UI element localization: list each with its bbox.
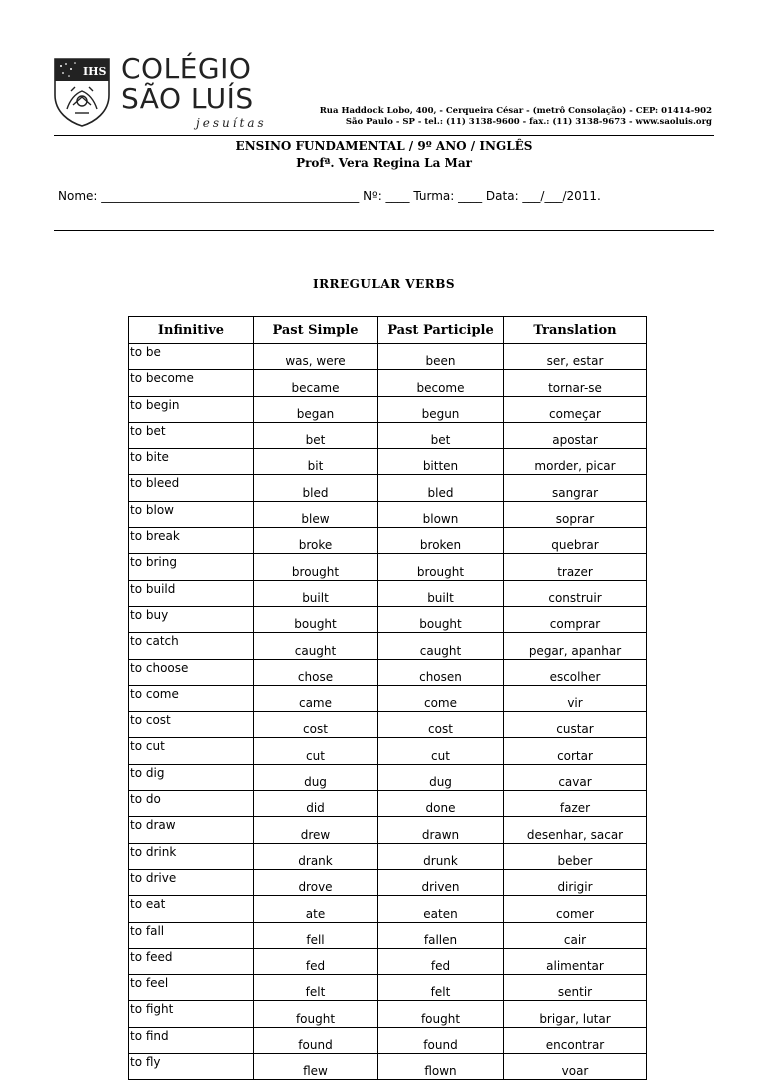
cell-past-participle: broken	[378, 528, 504, 554]
student-info-line: Nome: ___________________________________________ Nº: ____ Turma: ____ Data: ___/___/2011.	[58, 189, 601, 203]
cell-past-participle: drunk	[378, 843, 504, 869]
cell-past-participle: fed	[378, 948, 504, 974]
cell-translation: dirigir	[504, 869, 647, 895]
cell-past-simple: caught	[254, 633, 378, 659]
cell-past-participle: felt	[378, 975, 504, 1001]
cell-past-simple: cost	[254, 712, 378, 738]
school-crest-logo	[53, 57, 111, 127]
cell-past-simple: ate	[254, 896, 378, 922]
form-divider	[54, 230, 714, 231]
cell-infinitive: to break	[129, 528, 254, 554]
column-header-past-participle: Past Participle	[378, 317, 504, 344]
cell-past-participle: begun	[378, 396, 504, 422]
cell-past-participle: bitten	[378, 449, 504, 475]
school-name-line2: SÃO LUÍS	[121, 82, 254, 115]
cell-translation: soprar	[504, 501, 647, 527]
cell-translation: alimentar	[504, 948, 647, 974]
cell-translation: comprar	[504, 606, 647, 632]
cell-translation: quebrar	[504, 528, 647, 554]
column-header-infinitive: Infinitive	[129, 317, 254, 344]
cell-past-simple: fed	[254, 948, 378, 974]
cell-past-participle: bet	[378, 422, 504, 448]
table-row	[129, 554, 647, 580]
table-row	[129, 896, 647, 922]
cell-past-simple: came	[254, 685, 378, 711]
table-row	[129, 501, 647, 527]
cell-past-participle: drawn	[378, 817, 504, 843]
cell-infinitive: to eat	[129, 896, 254, 922]
table-row	[129, 817, 647, 843]
cell-translation: fazer	[504, 791, 647, 817]
cell-translation: custar	[504, 712, 647, 738]
table-row	[129, 633, 647, 659]
table-row	[129, 1054, 647, 1080]
table-row	[129, 396, 647, 422]
cell-infinitive: to dig	[129, 764, 254, 790]
cell-infinitive: to fight	[129, 1001, 254, 1027]
cell-past-simple: built	[254, 580, 378, 606]
teacher-line: Profª. Vera Regina La Mar	[296, 156, 472, 170]
cell-past-participle: done	[378, 791, 504, 817]
cell-infinitive: to become	[129, 370, 254, 396]
cell-past-participle: fallen	[378, 922, 504, 948]
cell-past-simple: fell	[254, 922, 378, 948]
address-line1: Rua Haddock Lobo, 400, - Cerqueira César - (metrô Consolação) - CEP: 01414-902	[319, 106, 712, 116]
crest-monogram: IHS	[83, 65, 107, 78]
cell-infinitive: to feel	[129, 975, 254, 1001]
table-row	[129, 843, 647, 869]
header-divider	[54, 135, 714, 136]
cell-infinitive: to feed	[129, 948, 254, 974]
table-row	[129, 764, 647, 790]
cell-infinitive: to cost	[129, 712, 254, 738]
table-row	[129, 344, 647, 370]
cell-past-simple: chose	[254, 659, 378, 685]
table-header-row	[129, 317, 647, 344]
cell-past-participle: brought	[378, 554, 504, 580]
table-row	[129, 449, 647, 475]
cell-translation: trazer	[504, 554, 647, 580]
table-row	[129, 791, 647, 817]
table-row	[129, 422, 647, 448]
cell-infinitive: to cut	[129, 738, 254, 764]
table-row	[129, 685, 647, 711]
cell-infinitive: to bite	[129, 449, 254, 475]
table-row	[129, 580, 647, 606]
cell-infinitive: to come	[129, 685, 254, 711]
table-row	[129, 975, 647, 1001]
cell-past-simple: bought	[254, 606, 378, 632]
cell-infinitive: to blow	[129, 501, 254, 527]
school-tagline: jesuítas	[196, 116, 267, 130]
cell-infinitive: to drive	[129, 869, 254, 895]
cell-translation: brigar, lutar	[504, 1001, 647, 1027]
cell-past-participle: cost	[378, 712, 504, 738]
cell-translation: ser, estar	[504, 344, 647, 370]
cell-past-participle: chosen	[378, 659, 504, 685]
table-row	[129, 922, 647, 948]
cell-past-simple: fought	[254, 1001, 378, 1027]
table-row	[129, 712, 647, 738]
cell-past-simple: bet	[254, 422, 378, 448]
cell-past-participle: dug	[378, 764, 504, 790]
cell-infinitive: to do	[129, 791, 254, 817]
cell-translation: vir	[504, 685, 647, 711]
cell-infinitive: to bet	[129, 422, 254, 448]
table-row	[129, 738, 647, 764]
cell-infinitive: to fall	[129, 922, 254, 948]
table-row	[129, 948, 647, 974]
cell-infinitive: to build	[129, 580, 254, 606]
cell-translation: pegar, apanhar	[504, 633, 647, 659]
cell-infinitive: to draw	[129, 817, 254, 843]
cell-infinitive: to buy	[129, 606, 254, 632]
cell-translation: sentir	[504, 975, 647, 1001]
cell-infinitive: to bring	[129, 554, 254, 580]
cell-past-simple: drew	[254, 817, 378, 843]
table-row	[129, 606, 647, 632]
cell-past-participle: bought	[378, 606, 504, 632]
cell-past-simple: was, were	[254, 344, 378, 370]
school-name-line1: COLÉGIO	[121, 52, 252, 85]
cell-past-simple: became	[254, 370, 378, 396]
cell-past-simple: did	[254, 791, 378, 817]
school-address	[320, 106, 712, 128]
cell-past-participle: driven	[378, 869, 504, 895]
cell-past-simple: found	[254, 1027, 378, 1053]
cell-past-simple: blew	[254, 501, 378, 527]
cell-past-simple: cut	[254, 738, 378, 764]
cell-past-simple: brought	[254, 554, 378, 580]
cell-past-participle: eaten	[378, 896, 504, 922]
cell-translation: desenhar, sacar	[504, 817, 647, 843]
address-line2: São Paulo - SP - tel.: (11) 3138-9600 - fax.: (11) 3138-9673 - www.saoluis.org	[345, 117, 712, 127]
table-row	[129, 1001, 647, 1027]
cell-past-simple: bled	[254, 475, 378, 501]
cell-translation: comer	[504, 896, 647, 922]
cell-past-simple: drank	[254, 843, 378, 869]
cell-translation: cortar	[504, 738, 647, 764]
cell-translation: tornar-se	[504, 370, 647, 396]
cell-translation: começar	[504, 396, 647, 422]
cell-infinitive: to fly	[129, 1054, 254, 1080]
cell-past-participle: blown	[378, 501, 504, 527]
cell-translation: encontrar	[504, 1027, 647, 1053]
column-header-past-simple: Past Simple	[254, 317, 378, 344]
cell-infinitive: to catch	[129, 633, 254, 659]
cell-past-simple: flew	[254, 1054, 378, 1080]
table-row	[129, 370, 647, 396]
cell-past-participle: been	[378, 344, 504, 370]
cell-past-participle: bled	[378, 475, 504, 501]
cell-infinitive: to bleed	[129, 475, 254, 501]
cell-translation: cair	[504, 922, 647, 948]
cell-translation: morder, picar	[504, 449, 647, 475]
cell-translation: construir	[504, 580, 647, 606]
cell-translation: beber	[504, 843, 647, 869]
cell-past-simple: felt	[254, 975, 378, 1001]
cell-translation: escolher	[504, 659, 647, 685]
document-title: IRREGULAR VERBS	[312, 277, 456, 291]
table-row	[129, 869, 647, 895]
cell-past-simple: dug	[254, 764, 378, 790]
cell-past-simple: drove	[254, 869, 378, 895]
cell-infinitive: to be	[129, 344, 254, 370]
course-line: ENSINO FUNDAMENTAL / 9º ANO / INGLÊS	[235, 139, 533, 153]
cell-translation: sangrar	[504, 475, 647, 501]
cell-past-participle: caught	[378, 633, 504, 659]
cell-past-simple: broke	[254, 528, 378, 554]
table-row	[129, 475, 647, 501]
table-body	[129, 344, 647, 1080]
table-row	[129, 659, 647, 685]
table-row	[129, 1027, 647, 1053]
table-row	[129, 528, 647, 554]
cell-past-participle: become	[378, 370, 504, 396]
cell-past-participle: built	[378, 580, 504, 606]
cell-past-simple: began	[254, 396, 378, 422]
cell-past-participle: flown	[378, 1054, 504, 1080]
cell-past-participle: fought	[378, 1001, 504, 1027]
cell-infinitive: to drink	[129, 843, 254, 869]
cell-infinitive: to find	[129, 1027, 254, 1053]
cell-infinitive: to choose	[129, 659, 254, 685]
cell-translation: cavar	[504, 764, 647, 790]
school-name	[121, 54, 254, 114]
irregular-verbs-table	[128, 316, 647, 1080]
cell-past-participle: come	[378, 685, 504, 711]
cell-translation: voar	[504, 1054, 647, 1080]
column-header-translation: Translation	[504, 317, 647, 344]
cell-past-simple: bit	[254, 449, 378, 475]
cell-past-participle: cut	[378, 738, 504, 764]
cell-past-participle: found	[378, 1027, 504, 1053]
cell-infinitive: to begin	[129, 396, 254, 422]
cell-translation: apostar	[504, 422, 647, 448]
